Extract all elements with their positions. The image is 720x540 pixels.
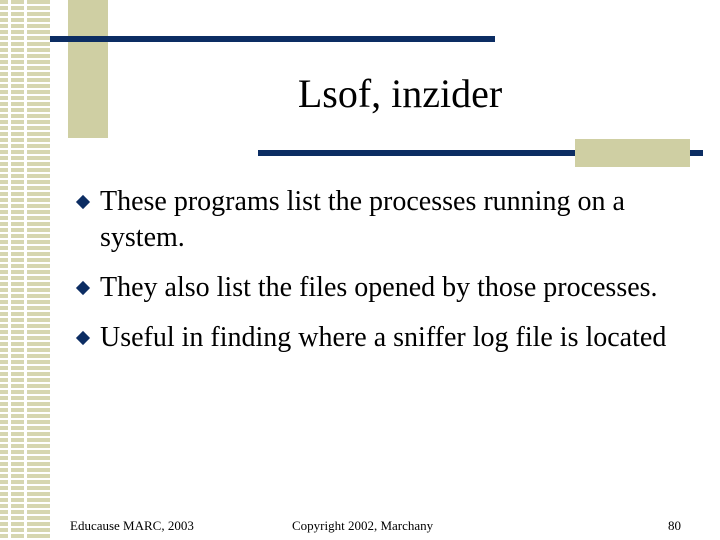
slide-title: Lsof, inzider (297, 71, 503, 116)
bullet-text: These programs list the processes running on a system. (100, 186, 625, 253)
bullet-item (76, 270, 696, 306)
bullet-text: Useful in finding where a sniffer log file is located (100, 322, 667, 353)
decorative-title-block-right (575, 139, 690, 167)
diamond-bullet-icon (76, 195, 90, 209)
bullet-item (76, 320, 696, 356)
decorative-side-strip (0, 0, 50, 540)
diamond-bullet-icon (76, 331, 90, 345)
bullet-list (76, 184, 696, 370)
footer-copyright: Copyright 2002, Marchany (292, 518, 434, 533)
bullet-text: They also list the files opened by those processes. (100, 272, 658, 303)
bullet-item (76, 184, 696, 256)
diamond-bullet-icon (76, 281, 90, 295)
decorative-title-block (68, 0, 108, 138)
page-number: 80 (668, 518, 681, 533)
footer-left: Educause MARC, 2003 (70, 518, 194, 533)
title-rule-top (50, 36, 495, 42)
